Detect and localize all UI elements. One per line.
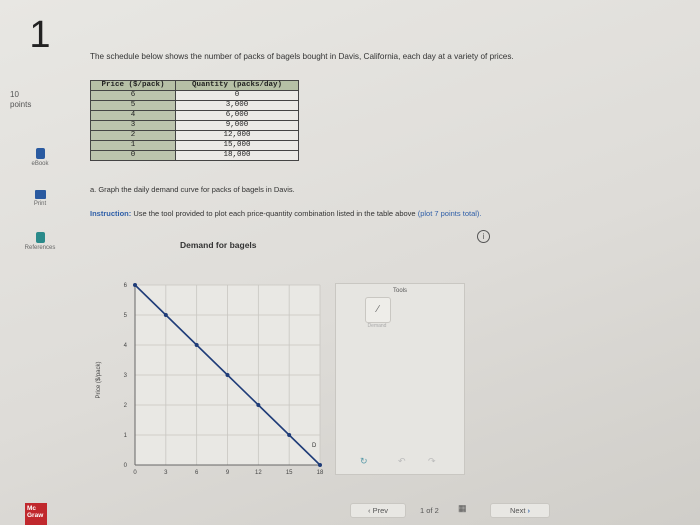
x-tick-label: 6 [194, 470, 199, 476]
reset-icon[interactable]: ↻ [360, 456, 368, 466]
y-tick-labels [124, 283, 128, 469]
chart-title: Demand for bagels [180, 240, 257, 250]
data-point [226, 373, 230, 377]
table-header-row [91, 81, 299, 91]
points-indicator [10, 90, 31, 110]
logo-line2: Graw [27, 512, 44, 519]
y-tick-label: 0 [123, 463, 127, 469]
x-tick-label: 18 [316, 470, 324, 476]
x-tick-label: 3 [164, 470, 168, 476]
data-point [256, 403, 260, 407]
table-row [91, 111, 299, 121]
grid-icon[interactable]: ▦ [458, 503, 467, 513]
quantity-cell: 0 [176, 91, 299, 101]
header-quantity: Quantity (packs/day) [176, 81, 299, 91]
table-row [91, 141, 299, 151]
header-price: Price ($/pack) [91, 81, 176, 91]
book-icon [36, 148, 45, 159]
print-label: Print [33, 201, 47, 207]
points-label: points [10, 100, 32, 109]
chevron-right-icon: › [525, 506, 530, 515]
prev-label: Prev [372, 506, 388, 515]
printer-icon [35, 190, 46, 199]
redo-icon[interactable]: ↷ [428, 456, 436, 466]
table-row [91, 121, 299, 131]
references-icon [36, 232, 45, 243]
price-cell: 5 [91, 101, 176, 111]
next-button[interactable] [490, 503, 550, 518]
x-tick-labels [133, 470, 324, 476]
print-button[interactable] [12, 190, 68, 207]
price-cell: 3 [91, 121, 176, 131]
ebook-label: eBook [31, 161, 49, 167]
data-point [318, 463, 322, 467]
y-tick-label: 1 [123, 433, 127, 439]
quantity-cell: 3,000 [176, 101, 299, 111]
undo-icon[interactable]: ↶ [398, 456, 406, 466]
price-cell: 1 [91, 141, 176, 151]
data-point [195, 343, 199, 347]
table-row [91, 101, 299, 111]
x-tick-label: 12 [254, 470, 262, 476]
x-tick-label: 0 [133, 470, 137, 476]
y-tick-label: 6 [123, 283, 127, 289]
points-value: 10 [10, 90, 19, 99]
question-prompt: The schedule below shows the number of packs of bagels bought in Davis, California, each day at a variety of prices. [90, 52, 514, 61]
price-cell: 2 [91, 131, 176, 141]
x-tick-label: 15 [285, 470, 293, 476]
page-indicator [420, 506, 439, 515]
x-tick-label: 9 [225, 470, 230, 476]
table-row [91, 151, 299, 161]
y-tick-label: 4 [123, 343, 127, 349]
quantity-cell: 9,000 [176, 121, 299, 131]
prev-button[interactable] [350, 503, 406, 518]
part-a-question: a. Graph the daily demand curve for packs of bagels in Davis. [90, 185, 295, 194]
quantity-cell: 6,000 [176, 111, 299, 121]
quantity-cell: 18,000 [176, 151, 299, 161]
tools-title: Tools [392, 288, 407, 294]
quantity-cell: 12,000 [176, 131, 299, 141]
instruction-note: (plot 7 points total). [417, 209, 482, 218]
y-tick-label: 2 [123, 403, 127, 409]
ebook-button[interactable] [12, 148, 68, 167]
instruction-text [90, 209, 482, 218]
demand-schedule-table [90, 80, 299, 161]
question-number: 1 [29, 14, 51, 56]
chevron-left-icon: ‹ [367, 506, 373, 515]
info-icon[interactable]: i [477, 230, 490, 243]
references-button[interactable] [12, 232, 68, 251]
instruction-body: Use the tool provided to plot each price-quantity combination listed in the table above [133, 209, 416, 218]
price-cell: 6 [91, 91, 176, 101]
references-label: References [24, 245, 56, 251]
y-tick-label: 3 [123, 373, 127, 379]
demand-line-tool[interactable] [365, 297, 391, 323]
page-of: of [426, 506, 433, 515]
logo-line1: Mc [27, 505, 37, 512]
demand-curve-label: D [312, 443, 317, 449]
table-row [91, 91, 299, 101]
page-total: 2 [434, 506, 439, 515]
y-axis-label: Price ($/pack) [96, 361, 102, 399]
line-tool-icon: ∕ [377, 304, 379, 315]
data-point [164, 313, 168, 317]
price-cell: 4 [91, 111, 176, 121]
price-cell: 0 [91, 151, 176, 161]
page-current: 1 [420, 506, 425, 515]
y-tick-label: 5 [123, 313, 127, 319]
table-row [91, 131, 299, 141]
next-label: Next [509, 506, 526, 515]
demand-chart[interactable] [80, 270, 330, 485]
mcgraw-logo [25, 503, 47, 525]
tools-panel [335, 283, 465, 475]
demand-tool-label: Demand [367, 323, 387, 329]
instruction-label: Instruction: [90, 209, 132, 218]
quantity-cell: 15,000 [176, 141, 299, 151]
data-point [287, 433, 291, 437]
data-point [133, 283, 137, 287]
